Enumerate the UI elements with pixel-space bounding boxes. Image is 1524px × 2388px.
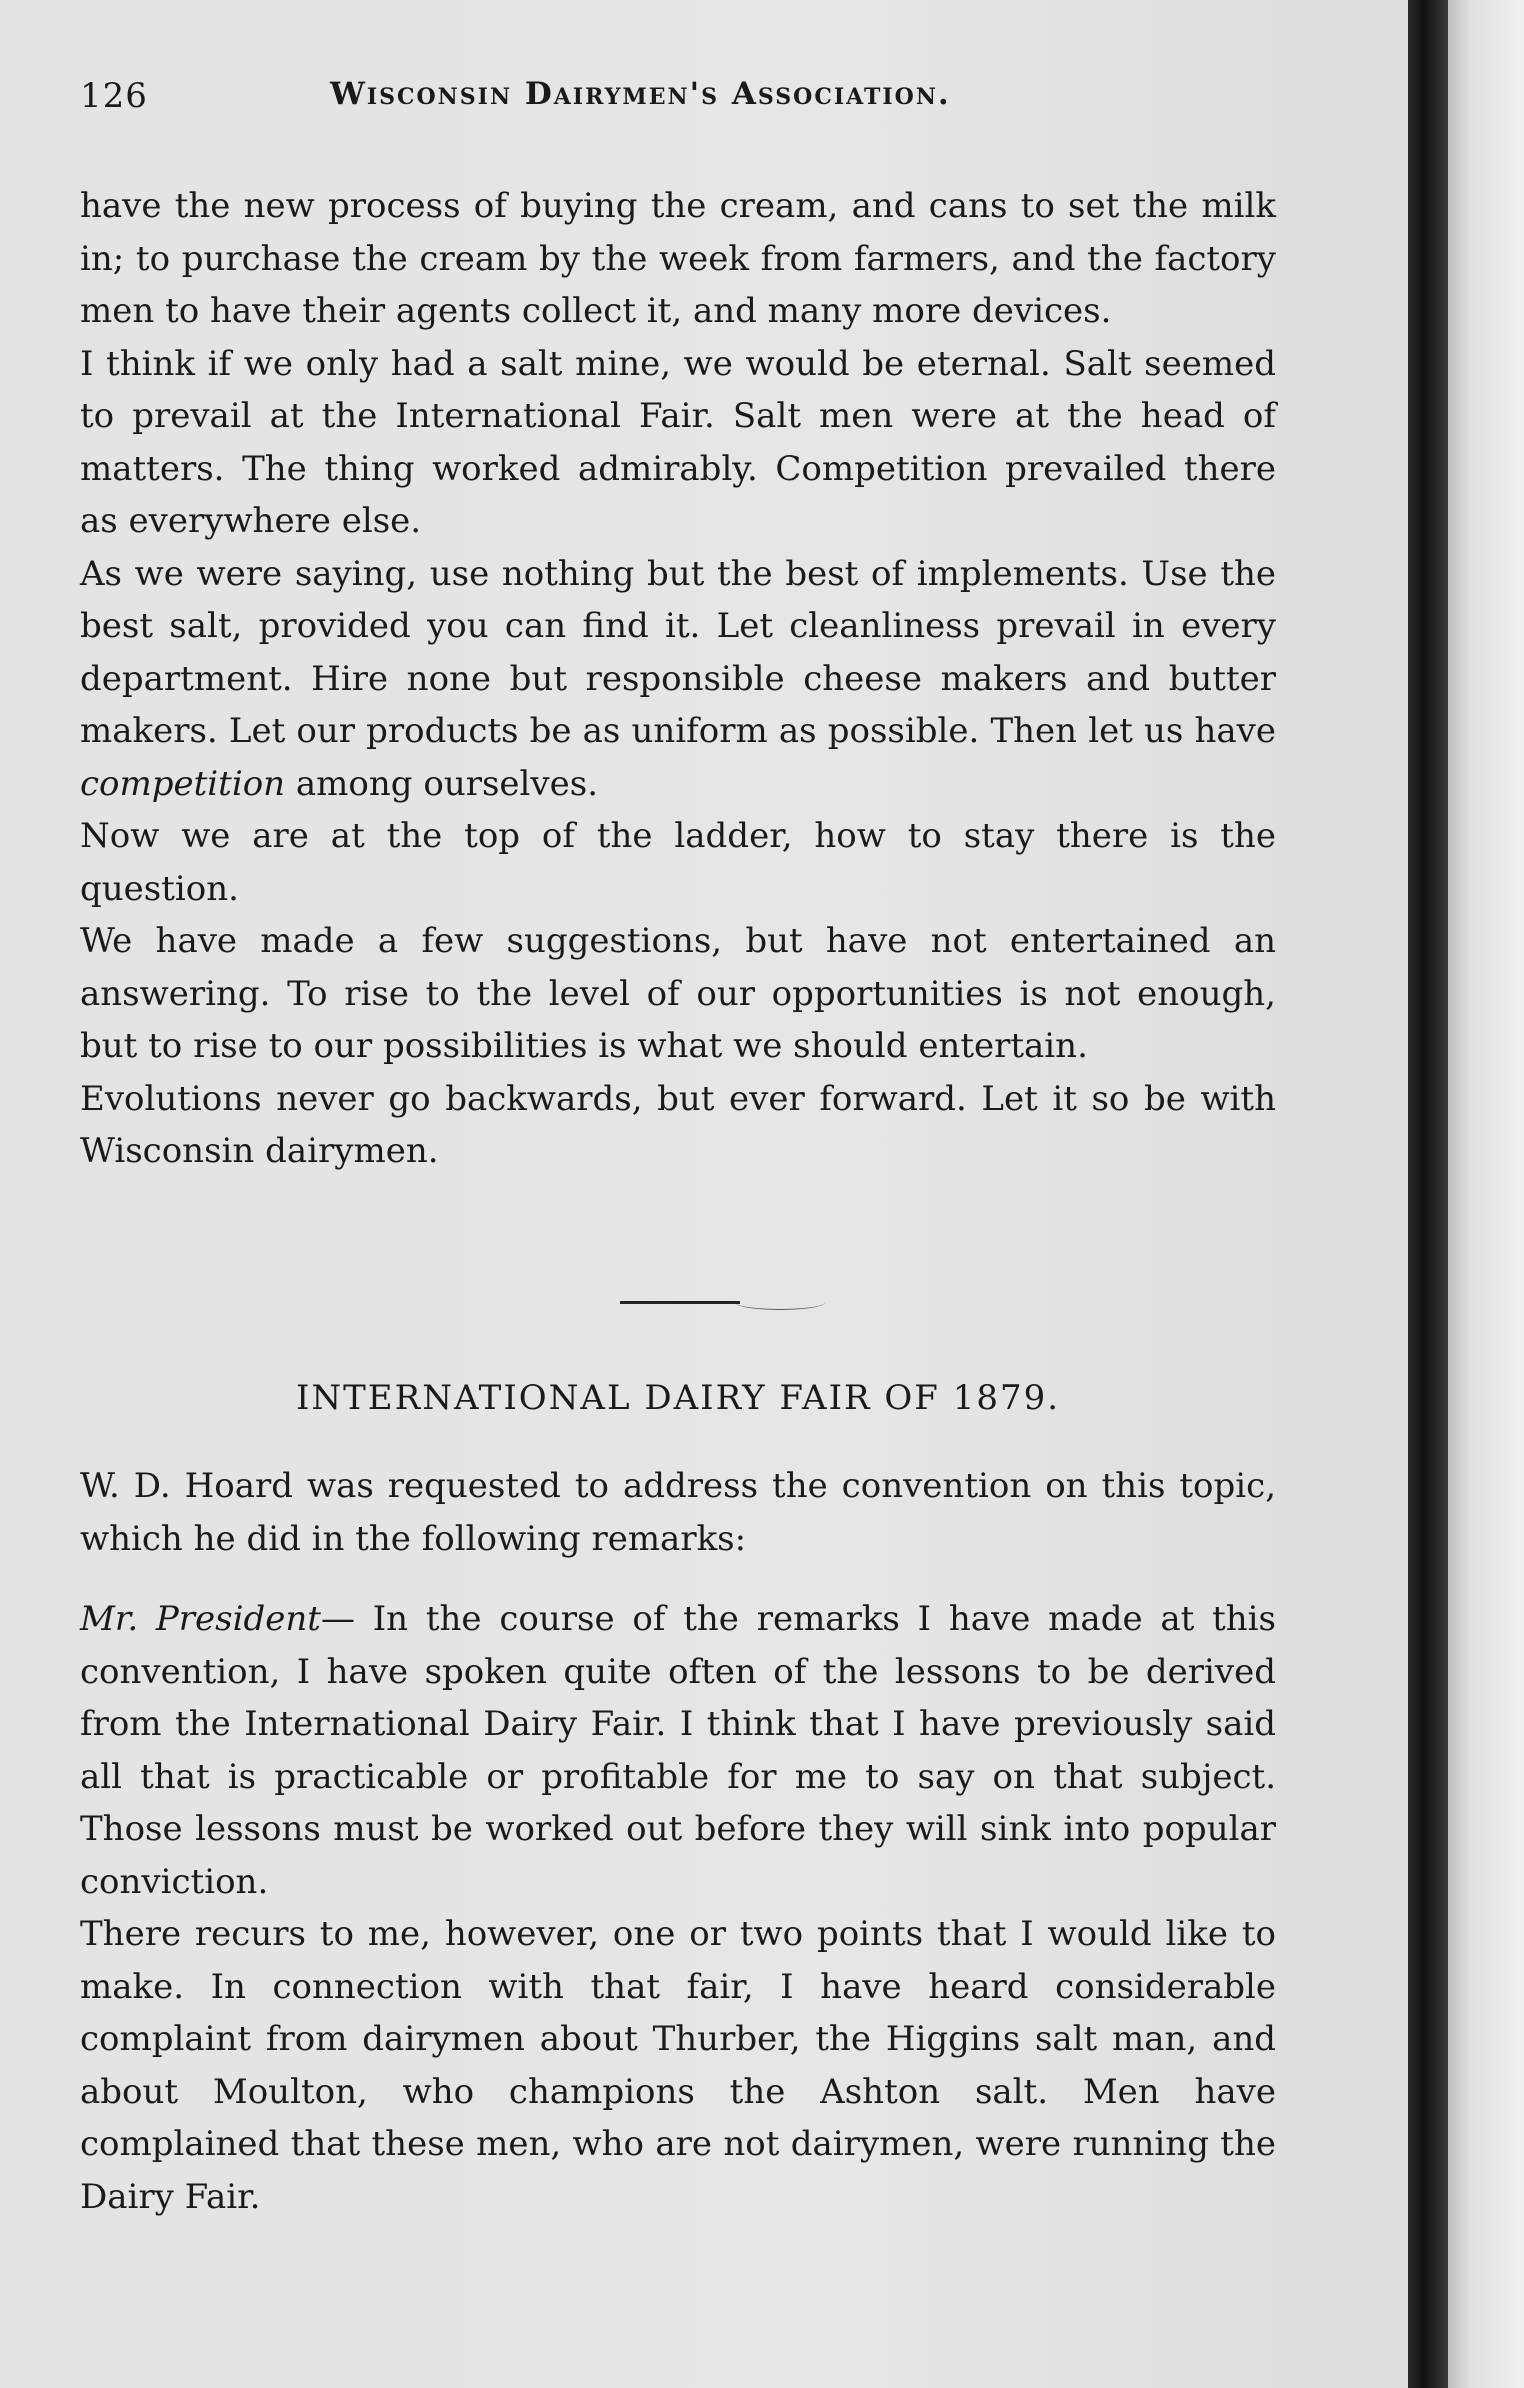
facing-page-edge [1448,0,1524,2388]
paragraph-text: among ourselves. [285,763,598,804]
paragraph: have the new process of buying the cream, and cans to set the milk in; to purchase the cream by the week from farmers, and the factory men to have their agents collect it, and many more devices. [80,186,1276,331]
body-text-bottom [80,1460,1276,2223]
section-divider-flourish [735,1295,825,1310]
page-number: 126 [80,76,148,116]
body-text-top [80,180,1276,1178]
emphasis-text: competition [80,763,286,804]
paragraph: I think if we only had a salt mine, we would be eternal. Salt seemed to prevail at the International Fair. Salt men were at the head of matters. The thing worked admirably. Competition prevailed there as everywhere else. [80,343,1276,541]
section-title: INTERNATIONAL DAIRY FAIR OF 1879. [295,1378,1061,1418]
paragraph: Evolutions never go backwards, but ever forward. Let it so be with Wisconsin dairymen. [80,1078,1276,1171]
paragraph: W. D. Hoard was requested to address the convention on this topic, which he did in the following remarks: [80,1466,1276,1559]
section-divider [620,1301,740,1304]
paragraph: There recurs to me, however, one or two points that I would like to make. In connection with that fair, I have heard considerable complaint from dairymen about Thurber, the Higgins salt man, and about Moulton, who champions the Ashton salt. Men have complained that these men, who are not dairymen, were running the Dairy Fair. [80,1914,1276,2217]
speaker-name: Mr. President [80,1599,321,1639]
paragraph-text: — In the course of the remarks I have made at this convention, I have spoken quite often of the lessons to be derived from the International Dairy Fair. I think that I have previously said all that is practicable or profitable for me to say on that subject. Those lessons must be worked out before they will sink into popular conviction. [80,1599,1276,1902]
paragraph [80,548,1276,811]
running-head: Wisconsin Dairymen's Association. [330,76,951,112]
page-header [80,76,1280,136]
paragraph [80,1593,1276,1908]
paragraph-text: As we were saying, use nothing but the best of implements. Use the best salt, provided you can find it. Let cleanliness prevail in every department. Hire none but responsible cheese makers and butter makers. Let our products be as uniform as possible. Then let us have [80,553,1276,751]
paragraph: We have made a few suggestions, but have not entertained an answering. To rise to the level of our opportunities is not enough, but to rise to our possibilities is what we should entertain. [80,921,1276,1066]
paragraph: Now we are at the top of the ladder, how to stay there is the question. [80,816,1276,909]
book-spine [1408,0,1448,2388]
